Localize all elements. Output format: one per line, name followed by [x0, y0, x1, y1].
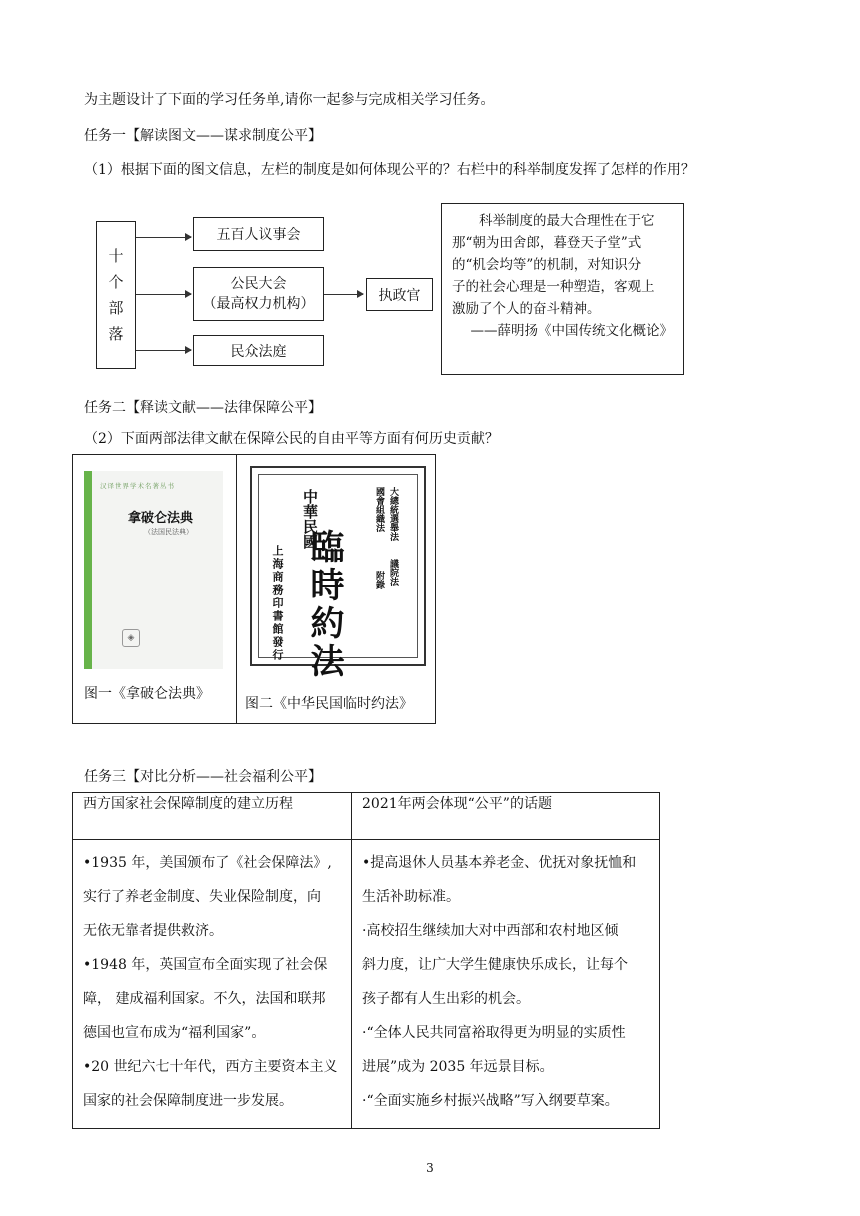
table-line: 障， 建成福利国家。不久，法国和联邦 — [83, 991, 326, 1007]
table-line: 德国也宣布成为“福利国家”。 — [83, 1025, 266, 1041]
cover-small-text: 議院法 — [388, 559, 398, 586]
book-series-text: 汉译世界学术名著丛书 — [100, 482, 175, 490]
figure-two-caption: 图二《中华民国临时约法》 — [245, 696, 413, 712]
table-line: 国家的社会保障制度进一步发展。 — [83, 1093, 293, 1109]
task2-heading: 任务二【释读文献——法律保障公平】 — [84, 400, 322, 416]
quote-line: 科举制度的最大合理性在于它 — [479, 213, 655, 229]
task2-question: （2）下面两部法律文献在保障公民的自由平等方面有何历史贡献？ — [84, 431, 499, 447]
cover-publisher: 上海商務印書館發行 — [271, 545, 284, 662]
table-line: 生活补助标准。 — [362, 889, 460, 905]
table-line: •1948 年，英国宣布全面实现了社会保 — [83, 957, 328, 973]
table-row — [73, 840, 660, 1129]
table-header-row — [73, 793, 660, 840]
cover-small-text: 附錄 — [374, 571, 384, 589]
ten-tribes-box — [96, 221, 136, 369]
table-line: ·“全面实施乡村振兴战略”写入纲要草案。 — [362, 1093, 619, 1109]
table-line: •1935 年，美国颁布了《社会保障法》, — [83, 855, 332, 871]
assembly-subtitle: （最高权力机构） — [202, 296, 315, 312]
quote-line: 子的社会心理是一种塑造，客观上 — [452, 279, 655, 295]
intro-line: 为主题设计了下面的学习任务单,请你一起参与完成相关学习任务。 — [84, 92, 495, 108]
assembly-box — [193, 267, 324, 321]
quote-line: 那“朝为田舍郎，暮登天子堂”式 — [452, 235, 642, 251]
table-line: 斜力度，让广大学生健康快乐成长，让每个 — [362, 957, 628, 973]
arrow-to-court — [136, 350, 191, 351]
court-box: 民众法庭 — [193, 335, 324, 366]
task1-question: （1）根据下面的图文信息，左栏的制度是如何体现公平的？右栏中的科举制度发挥了怎样的作用？ — [84, 162, 695, 178]
publisher-logo-icon: ◈ — [122, 629, 140, 647]
cover-small-text: 大總統選舉法 — [388, 487, 398, 541]
welfare-comparison-table — [72, 792, 660, 1129]
table-line: 实行了养老金制度、失业保险制度，向 — [83, 889, 321, 905]
cover-small-text: 國會組織法 — [374, 487, 384, 532]
arrow-to-council — [136, 237, 191, 238]
task1-heading: 任务一【解读图文——谋求制度公平】 — [84, 128, 322, 144]
two-sessions-cell — [352, 840, 660, 1129]
western-history-cell — [73, 840, 352, 1129]
tribes-char: 十 — [108, 247, 124, 265]
tribes-char: 落 — [108, 325, 124, 343]
table-line: 孩子都有人生出彩的机会。 — [362, 991, 530, 1007]
table-line: ·“全体人民共同富裕取得更为明显的实质性 — [362, 1025, 626, 1041]
figure-one-caption: 图一《拿破仑法典》 — [84, 686, 210, 702]
table-line: •提高退休人员基本养老金、优抚对象抚恤和 — [362, 855, 637, 871]
table-line: 无依无靠者提供救济。 — [83, 923, 223, 939]
quote-line: 的“机会均等”的机制，对知识分 — [452, 257, 642, 273]
napoleonic-code-cover — [84, 471, 223, 669]
arrow-to-archon — [324, 294, 363, 295]
council-box: 五百人议事会 — [193, 217, 324, 251]
table-header-cell: 西方国家社会保障制度的建立历程 — [73, 793, 352, 840]
table-line: 进展”成为 2035 年远景目标。 — [362, 1059, 554, 1075]
book-subtitle: （法国民法典） — [144, 528, 193, 536]
task3-heading: 任务三【对比分析——社会福利公平】 — [84, 769, 322, 785]
archon-box: 执政官 — [366, 278, 433, 311]
tribes-char: 部 — [108, 299, 124, 317]
page-number: 3 — [426, 1161, 434, 1175]
cover-big-title: 臨時約法 — [304, 529, 344, 681]
assembly-title: 公民大会 — [230, 276, 287, 292]
arrow-to-assembly — [136, 294, 191, 295]
quote-source: ——薛明扬《中国传统文化概论》 — [470, 323, 673, 339]
keju-quote-box — [441, 203, 684, 375]
table-line: ·高校招生继续加大对中西部和农村地区倾 — [362, 923, 619, 939]
quote-line: 激励了个人的奋斗精神。 — [452, 301, 601, 317]
tribes-char: 个 — [108, 273, 124, 291]
book-title: 拿破仑法典 — [128, 511, 194, 526]
table-header-cell: 2021年两会体现“公平”的话题 — [352, 793, 660, 840]
cover-country-text: 中華民國 — [301, 489, 319, 549]
table-line: •20 世纪六七十年代，西方主要资本主义 — [83, 1059, 338, 1075]
provisional-constitution-cover — [250, 466, 426, 681]
